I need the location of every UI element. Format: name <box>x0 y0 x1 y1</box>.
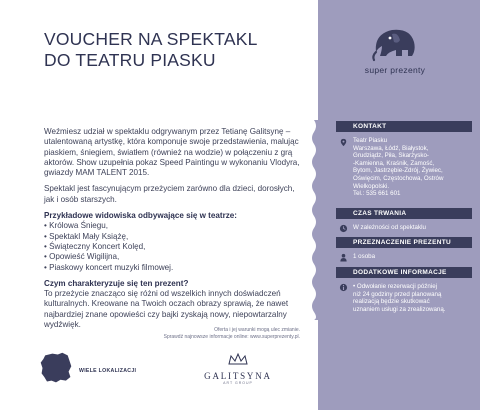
kontakt-body <box>336 132 472 198</box>
czas-body <box>336 219 472 232</box>
footnote-line-2: Sprawdź najnowsze informacje online: www.superprezenty.pl. <box>163 333 300 340</box>
poland-map-icon <box>38 350 74 386</box>
partner-name: GALITSYNA <box>204 371 272 381</box>
footnote-line-1: Oferta i jej warunki mogą ulec zmianie. <box>214 327 300 333</box>
czas-value: W zależności od spektaklu <box>353 224 426 231</box>
dodatkowe-line: uznaniem usługi za zrealizowaną. <box>353 305 446 313</box>
dodatkowe-body <box>336 278 472 313</box>
crown-icon <box>227 352 249 366</box>
intro-paragraph: Weźmiesz udział w spektaklu odgrywanym przez Tetianę Galitsynę – utalentowaną artystkę, która komponuje swoje przedstawienia, malując piaskiem, śniegiem, światłem (również na wodzie) w połączeniu z grą aktorów. Show uzupełnia pokaz Speed Paintingu w wykonaniu Vlodyra, gwiazdy MAM TALENT 2015. <box>44 127 300 178</box>
partner-logo <box>198 352 278 385</box>
question-heading: Czym charakteryzuje się ten prezent? <box>44 278 189 288</box>
kontakt-line: Oświęcim, Częstochowa, Ostrów <box>353 174 444 182</box>
footnote <box>44 327 300 340</box>
section-dodatkowe <box>336 267 472 313</box>
partner-sub: ART GROUP <box>223 381 253 385</box>
kontakt-line: -Kamienna, Kraśnik, Zamość, <box>353 159 435 167</box>
section-kontakt <box>336 121 472 198</box>
kontakt-heading: KONTAKT <box>336 121 472 132</box>
person-icon <box>339 253 348 262</box>
elephant-icon <box>366 22 424 62</box>
locations-label: WIELE LOKALIZACJI <box>79 368 137 374</box>
kontakt-line: Teatr Piasku <box>353 137 388 144</box>
list-item: • Spektakl Mały Książę, <box>44 232 302 242</box>
dodatkowe-line: realizacją będzie skutkować <box>353 298 430 306</box>
osoby-heading: PRZEZNACZENIE PREZENTU <box>336 237 472 248</box>
examples-heading: Przykładowe widowiska odbywające się w teatrze: <box>44 211 237 221</box>
kontakt-phone[interactable]: Tel.: 535 661 601 <box>353 190 401 198</box>
kontakt-line: Bytom, Jastrzębie-Zdrój, Żywiec, <box>353 167 443 175</box>
dodatkowe-line: • Odwołanie rezerwacji później <box>353 283 438 290</box>
list-item: • Królowa Śniegu, <box>44 221 302 231</box>
examples-list <box>44 221 302 272</box>
dodatkowe-heading: DODATKOWE INFORMACJE <box>336 267 472 278</box>
list-item: • Opowieść Wigilijna, <box>44 252 302 262</box>
clock-icon <box>339 224 348 233</box>
wavy-divider-icon <box>300 120 318 320</box>
brand-name: super prezenty <box>364 65 426 75</box>
description <box>44 127 302 336</box>
czas-heading: CZAS TRWANIA <box>336 208 472 219</box>
kontakt-line: Grudziądz, Piła, Skarżysko- <box>353 152 429 160</box>
title-line-1: VOUCHER NA SPEKTAKL <box>44 29 258 49</box>
info-icon <box>339 283 348 292</box>
kontakt-line: Warszawa, Łódź, Białystok, <box>353 144 429 152</box>
title-line-2: DO TEATRU PIASKU <box>44 50 216 70</box>
section-osoby <box>336 237 472 261</box>
kontakt-line: Wielkopolski. <box>353 182 390 190</box>
question-paragraph: To przeżycie znacząco się różni od wszelkich innych doświadczeń kulturalnych. Kreowane na Twoich oczach obrazy sprawią, że nawet najbardziej znane opowieści czy bajki zyskają nowy, niepowtarzalny wydźwięk. <box>44 289 289 330</box>
dodatkowe-line: niż 24 godziny przed planowaną <box>353 290 442 298</box>
audience-paragraph: Spektakl jest fascynującym przeżyciem zarówno dla dzieci, dorosłych, jak i osób starszych. <box>44 184 295 204</box>
section-czas <box>336 208 472 232</box>
brand-logo <box>335 22 455 75</box>
list-item: • Piaskowy koncert muzyki filmowej. <box>44 263 302 273</box>
page-title <box>44 29 304 71</box>
list-item: • Świąteczny Koncert Kolęd, <box>44 242 302 252</box>
osoby-body <box>336 248 472 261</box>
osoby-value: 1 osoba <box>353 253 376 260</box>
location-pin-icon <box>339 138 348 147</box>
